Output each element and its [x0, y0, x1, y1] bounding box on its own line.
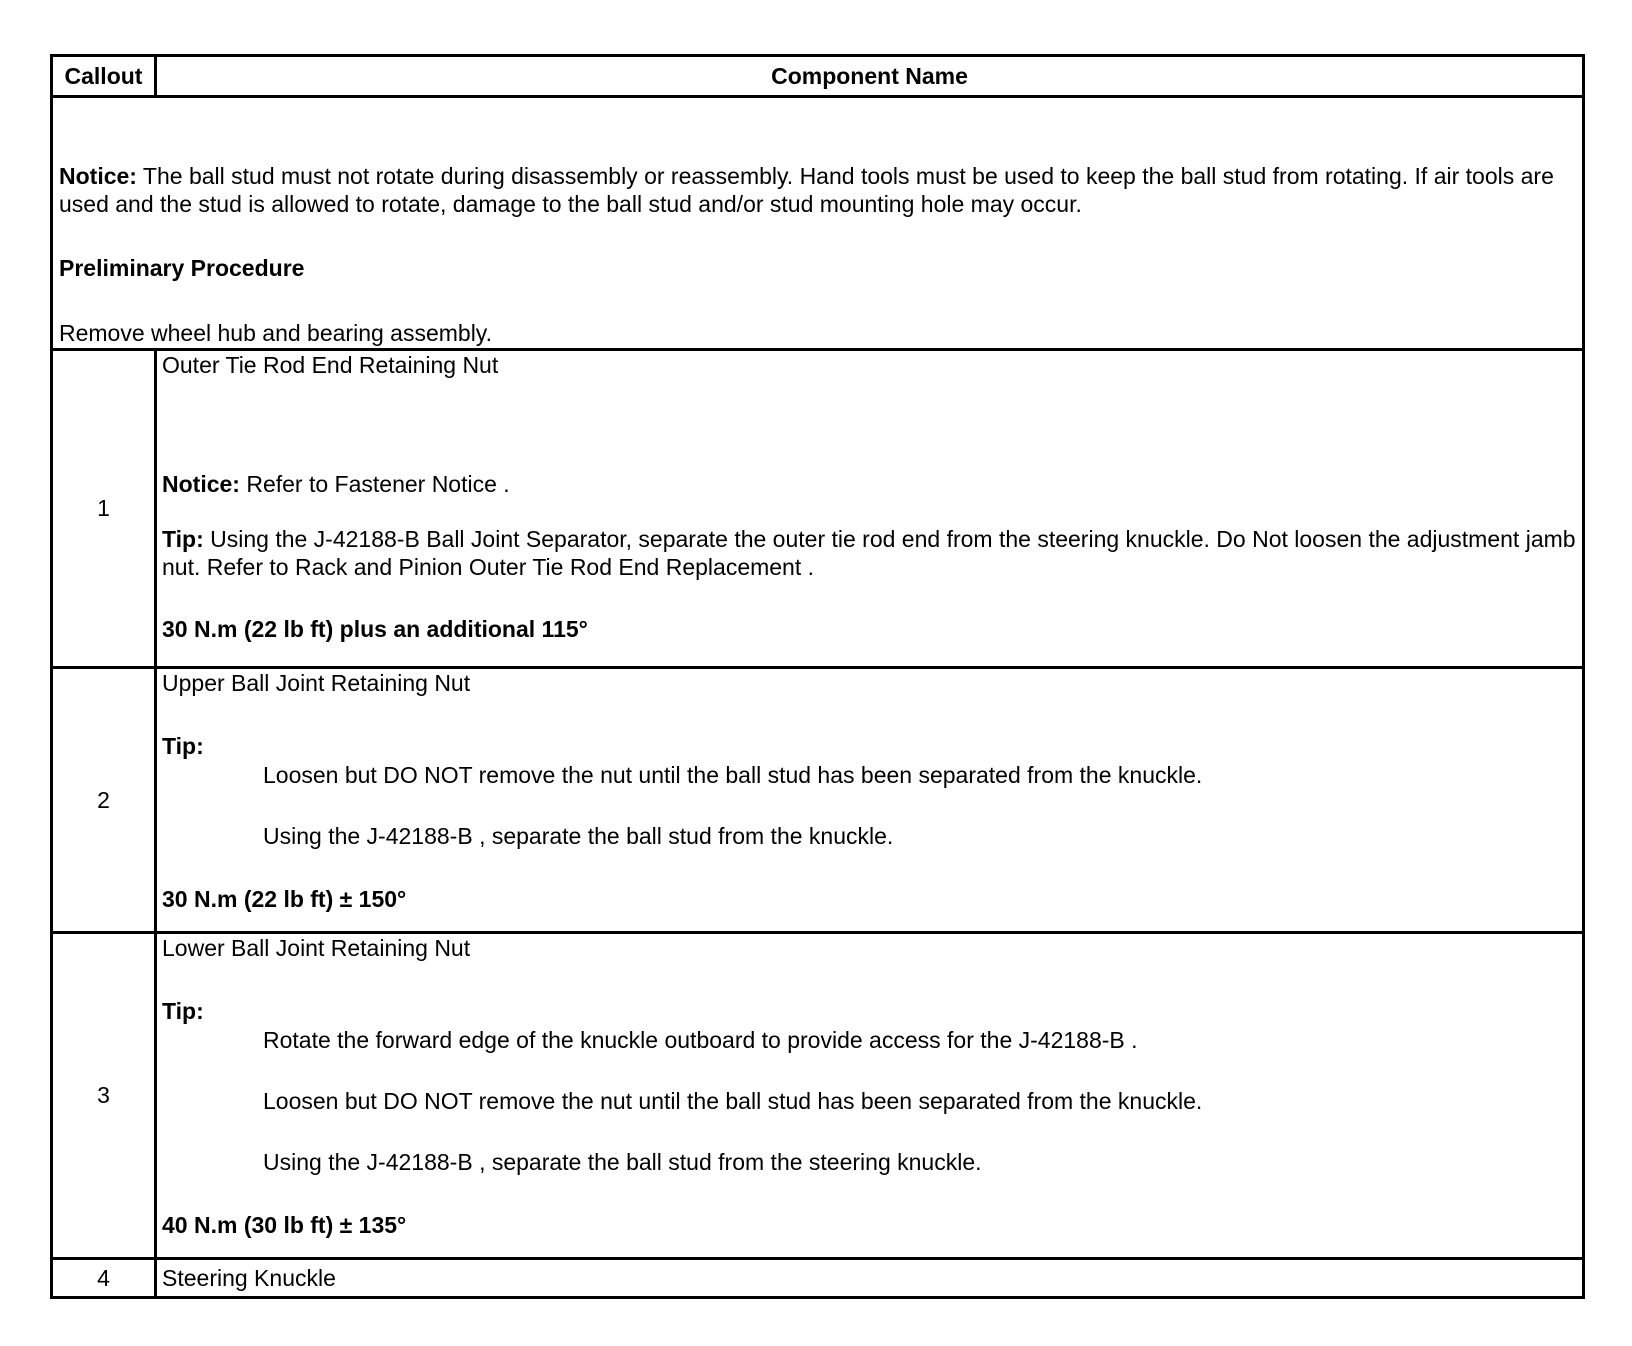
- intro-row: [52, 97, 1584, 350]
- tip-item: Loosen but DO NOT remove the nut until the ball stud has been separated from the knuckle.: [263, 762, 1203, 788]
- notice-label: Notice:: [162, 471, 240, 497]
- component-cell: [156, 668, 1584, 933]
- component-name: Upper Ball Joint Retaining Nut: [162, 670, 471, 696]
- component-table: [50, 54, 1585, 1299]
- tip-label: Tip:: [162, 998, 204, 1024]
- callout-number: 3: [52, 933, 156, 1259]
- intro-notice-text: The ball stud must not rotate during disassembly or reassembly. Hand tools must be used to keep the ball stud from rotating. If air tools are used and the stud is allowed to rotate, damage to the ball stud and/or stud mounting hole may occur.: [59, 163, 1554, 217]
- preliminary-text: Remove wheel hub and bearing assembly.: [59, 320, 492, 346]
- table-row: [52, 933, 1584, 1259]
- callout-number: 4: [52, 1259, 156, 1298]
- table-header-row: [52, 56, 1584, 97]
- torque-spec: 30 N.m (22 lb ft) plus an additional 115°: [162, 616, 588, 642]
- notice-text: Refer to Fastener Notice .: [239, 471, 510, 497]
- intro-cell: [52, 97, 1584, 350]
- component-name: Steering Knuckle: [156, 1259, 1584, 1298]
- component-name: Outer Tie Rod End Retaining Nut: [162, 352, 499, 378]
- component-cell: [156, 933, 1584, 1259]
- preliminary-heading: Preliminary Procedure: [59, 255, 305, 281]
- tip-item: Rotate the forward edge of the knuckle outboard to provide access for the J-42188-B .: [263, 1027, 1138, 1053]
- tip-text: Using the J-42188-B Ball Joint Separator, separate the outer tie rod end from the steering knuckle. Do Not loosen the adjustment jamb nut. Refer to Rack and Pinion Outer Tie Rod End Replacement .: [162, 526, 1576, 580]
- table-row: [52, 1259, 1584, 1298]
- callout-column-header: Callout: [52, 56, 156, 97]
- tip-label: Tip:: [162, 526, 204, 552]
- intro-notice-label: Notice:: [59, 163, 137, 189]
- tip-item: Using the J-42188-B , separate the ball stud from the steering knuckle.: [263, 1149, 982, 1175]
- component-notice: [162, 470, 1576, 499]
- tip-item: Using the J-42188-B , separate the ball stud from the knuckle.: [263, 823, 894, 849]
- callout-number: 1: [52, 350, 156, 668]
- component-tip: [162, 525, 1576, 581]
- torque-spec: 40 N.m (30 lb ft) ± 135°: [162, 1212, 407, 1238]
- callout-number: 2: [52, 668, 156, 933]
- component-cell: [156, 350, 1584, 668]
- torque-spec: 30 N.m (22 lb ft) ± 150°: [162, 886, 407, 912]
- component-name: Lower Ball Joint Retaining Nut: [162, 935, 471, 961]
- tip-label: Tip:: [162, 733, 204, 759]
- component-name-column-header: Component Name: [156, 56, 1584, 97]
- table-row: [52, 350, 1584, 668]
- intro-notice: [59, 162, 1576, 218]
- tip-item: Loosen but DO NOT remove the nut until the ball stud has been separated from the knuckle.: [263, 1088, 1203, 1114]
- table-row: [52, 668, 1584, 933]
